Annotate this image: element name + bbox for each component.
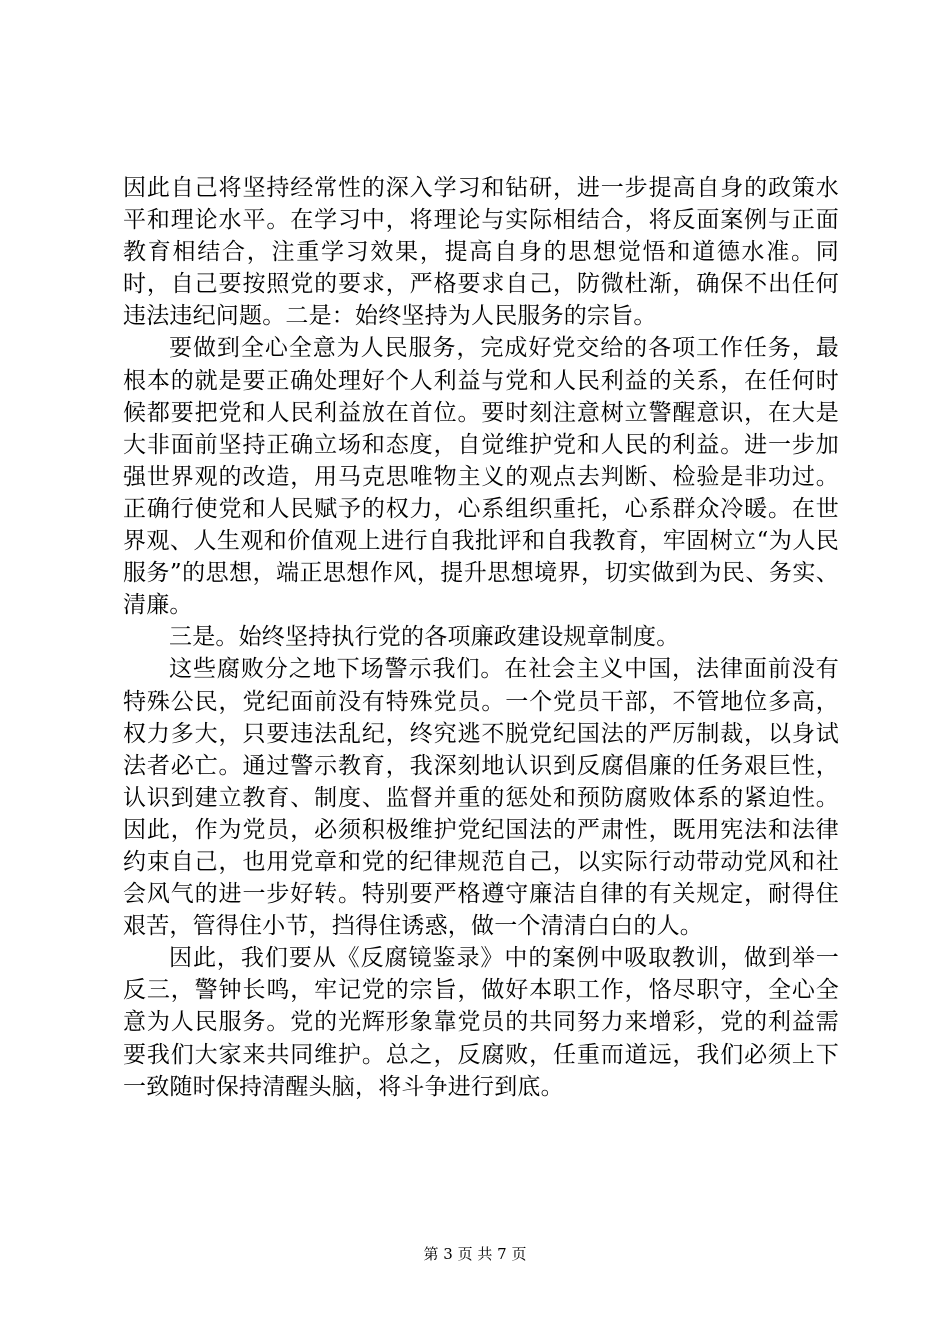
paragraph-1: 因此自己将坚持经常性的深入学习和钻研，进一步提高自身的政策水平和理论水平。在学习中，将理论与实际相结合，将反面案例与正面教育相结合，注重学习效果，提高自身的思想觉悟和道德水准。同时，自己要按照党的要求，严格要求自己，防微杜渐，确保不出任何违法违纪问题。二是：始终坚持为人民服务的宗旨。 — [123, 175, 839, 330]
document-body — [123, 172, 839, 1103]
paragraph-2: 要做到全心全意为人民服务，完成好党交给的各项工作任务，最根本的就是要正确处理好个人利益与党和人民利益的关系，在任何时候都要把党和人民利益放在首位。要时刻注意树立警醒意识，在大是大非面前坚持正确立场和态度，自觉维护党和人民的利益。进一步加强世界观的改造，用马克思唯物主义的观点去判断、检验是非功过。正确行使党和人民赋予的权力，心系组织重托，心系群众冷暖。在世界观、人生观和价值观上进行自我批评和自我教育，牢固树立“为人民服务”的思想，端正思想作风，提升思想境界，切实做到为民、务实、清廉。 — [123, 335, 839, 619]
paragraph-4: 这些腐败分之地下场警示我们。在社会主义中国，法律面前没有特殊公民，党纪面前没有特殊党员。一个党员干部，不管地位多高，权力多大，只要违法乱纪，终究逃不脱党纪国法的严厉制裁，以身试法者必亡。通过警示教育，我深刻地认识到反腐倡廉的任务艰巨性，认识到建立教育、制度、监督并重的惩处和预防腐败体系的紧迫性。因此，作为党员，必须积极维护党纪国法的严肃性，既用宪法和法律约束自己，也用党章和党的纪律规范自己，以实际行动带动党风和社会风气的进一步好转。特别要严格遵守廉洁自律的有关规定，耐得住艰苦，管得住小节，挡得住诱惑，做一个清清白白的人。 — [123, 656, 839, 940]
paragraph-3: 三是。始终坚持执行党的各项廉政建设规章制度。 — [169, 624, 680, 651]
paragraph-5: 因此，我们要从《反腐镜鉴录》中的案例中吸取教训，做到举一反三，警钟长鸣，牢记党的宗旨，做好本职工作，恪尽职守，全心全意为人民服务。党的光辉形象靠党员的共同努力来增彩，党的利益需要我们大家来共同维护。总之，反腐败，任重而道远，我们必须上下一致随时保持清醒头脑，将斗争进行到底。 — [123, 945, 839, 1100]
page-footer: 第 3 页 共 7 页 — [423, 1245, 527, 1263]
